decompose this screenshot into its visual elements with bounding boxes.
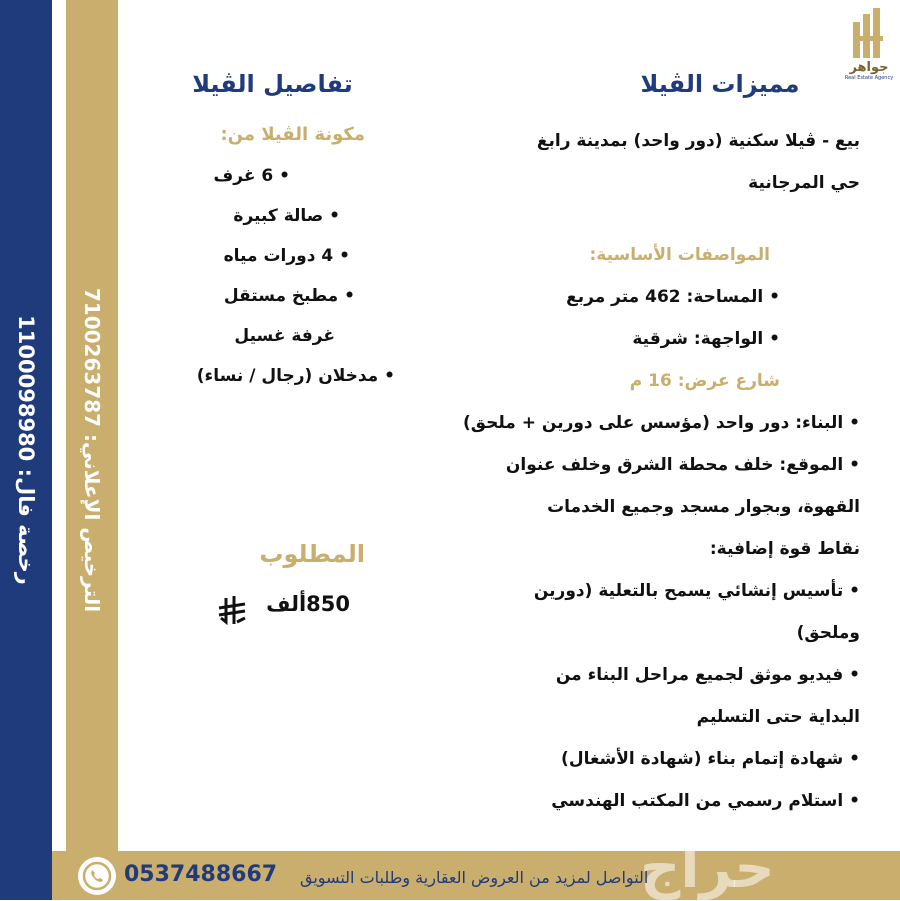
feature-line: • الواجهة: شرقية bbox=[632, 329, 780, 349]
price-label: المطلوب bbox=[259, 540, 365, 568]
feature-line: حي المرجانية bbox=[748, 173, 860, 193]
detail-item: غرفة غسيل bbox=[234, 326, 335, 346]
detail-item: • مطبخ مستقل bbox=[223, 286, 355, 306]
feature-line: المواصفات الأساسية: bbox=[589, 245, 770, 265]
feature-line: • المساحة: 462 متر مربع bbox=[566, 287, 780, 307]
haraj-watermark: حراج bbox=[640, 836, 775, 901]
feature-line: • فيديو موثق لجميع مراحل البناء من bbox=[555, 665, 860, 685]
detail-item: • مدخلان (رجال / نساء) bbox=[196, 366, 395, 386]
details-subtitle: مكونة الڤيلا من: bbox=[220, 124, 365, 145]
detail-item: • 6 غرف bbox=[213, 166, 290, 186]
feature-line: البداية حتى التسليم bbox=[696, 707, 860, 727]
details-title: تفاصيل الڤيلا bbox=[192, 70, 353, 98]
logo-icon bbox=[849, 8, 889, 60]
feature-line: القهوة، وبجوار مسجد وجميع الخدمات bbox=[547, 497, 860, 517]
logo-name: جواهر bbox=[849, 60, 889, 75]
price-value: 850ألف bbox=[266, 592, 350, 616]
riyal-icon bbox=[217, 596, 247, 626]
features-list bbox=[460, 120, 860, 822]
feature-line: شارع عرض: 16 م bbox=[629, 371, 780, 391]
whatsapp-icon[interactable] bbox=[78, 857, 116, 895]
logo-subtitle: Real Estate Agency bbox=[844, 75, 894, 81]
feature-line: • الموقع: خلف محطة الشرق وخلف عنوان bbox=[505, 455, 860, 475]
phone-number[interactable]: 0537488667 bbox=[124, 862, 278, 887]
feature-line: • البناء: دور واحد (مؤسس على دورين + ملحق) bbox=[463, 413, 860, 433]
details-column bbox=[150, 62, 395, 396]
features-title: مميزات الڤيلا bbox=[640, 70, 800, 98]
fal-license-text: رخصة فال: 1100098980 bbox=[14, 315, 38, 585]
details-list bbox=[150, 156, 395, 396]
detail-item: • 4 دورات مياه bbox=[223, 246, 350, 266]
feature-line bbox=[460, 204, 860, 234]
feature-line: بيع - ڤيلا سكنية (دور واحد) بمدينة رابغ bbox=[536, 131, 860, 151]
feature-line: • تأسيس إنشائي يسمح بالتعلية (دورين bbox=[533, 581, 860, 601]
features-column bbox=[460, 62, 860, 822]
footer-contact-text: التواصل لمزيد من العروض العقارية وطلبات التسويق bbox=[300, 868, 649, 887]
feature-line: • شهادة إتمام بناء (شهادة الأشغال) bbox=[561, 749, 860, 769]
detail-item: • صالة كبيرة bbox=[233, 206, 340, 226]
ad-license-text: الترخيص الإعلاني: 7100263787 bbox=[80, 287, 104, 613]
feature-line: نقاط قوة إضافية: bbox=[709, 539, 860, 559]
feature-line: • استلام رسمي من المكتب الهندسي bbox=[551, 791, 860, 811]
feature-line: وملحق) bbox=[796, 623, 860, 643]
